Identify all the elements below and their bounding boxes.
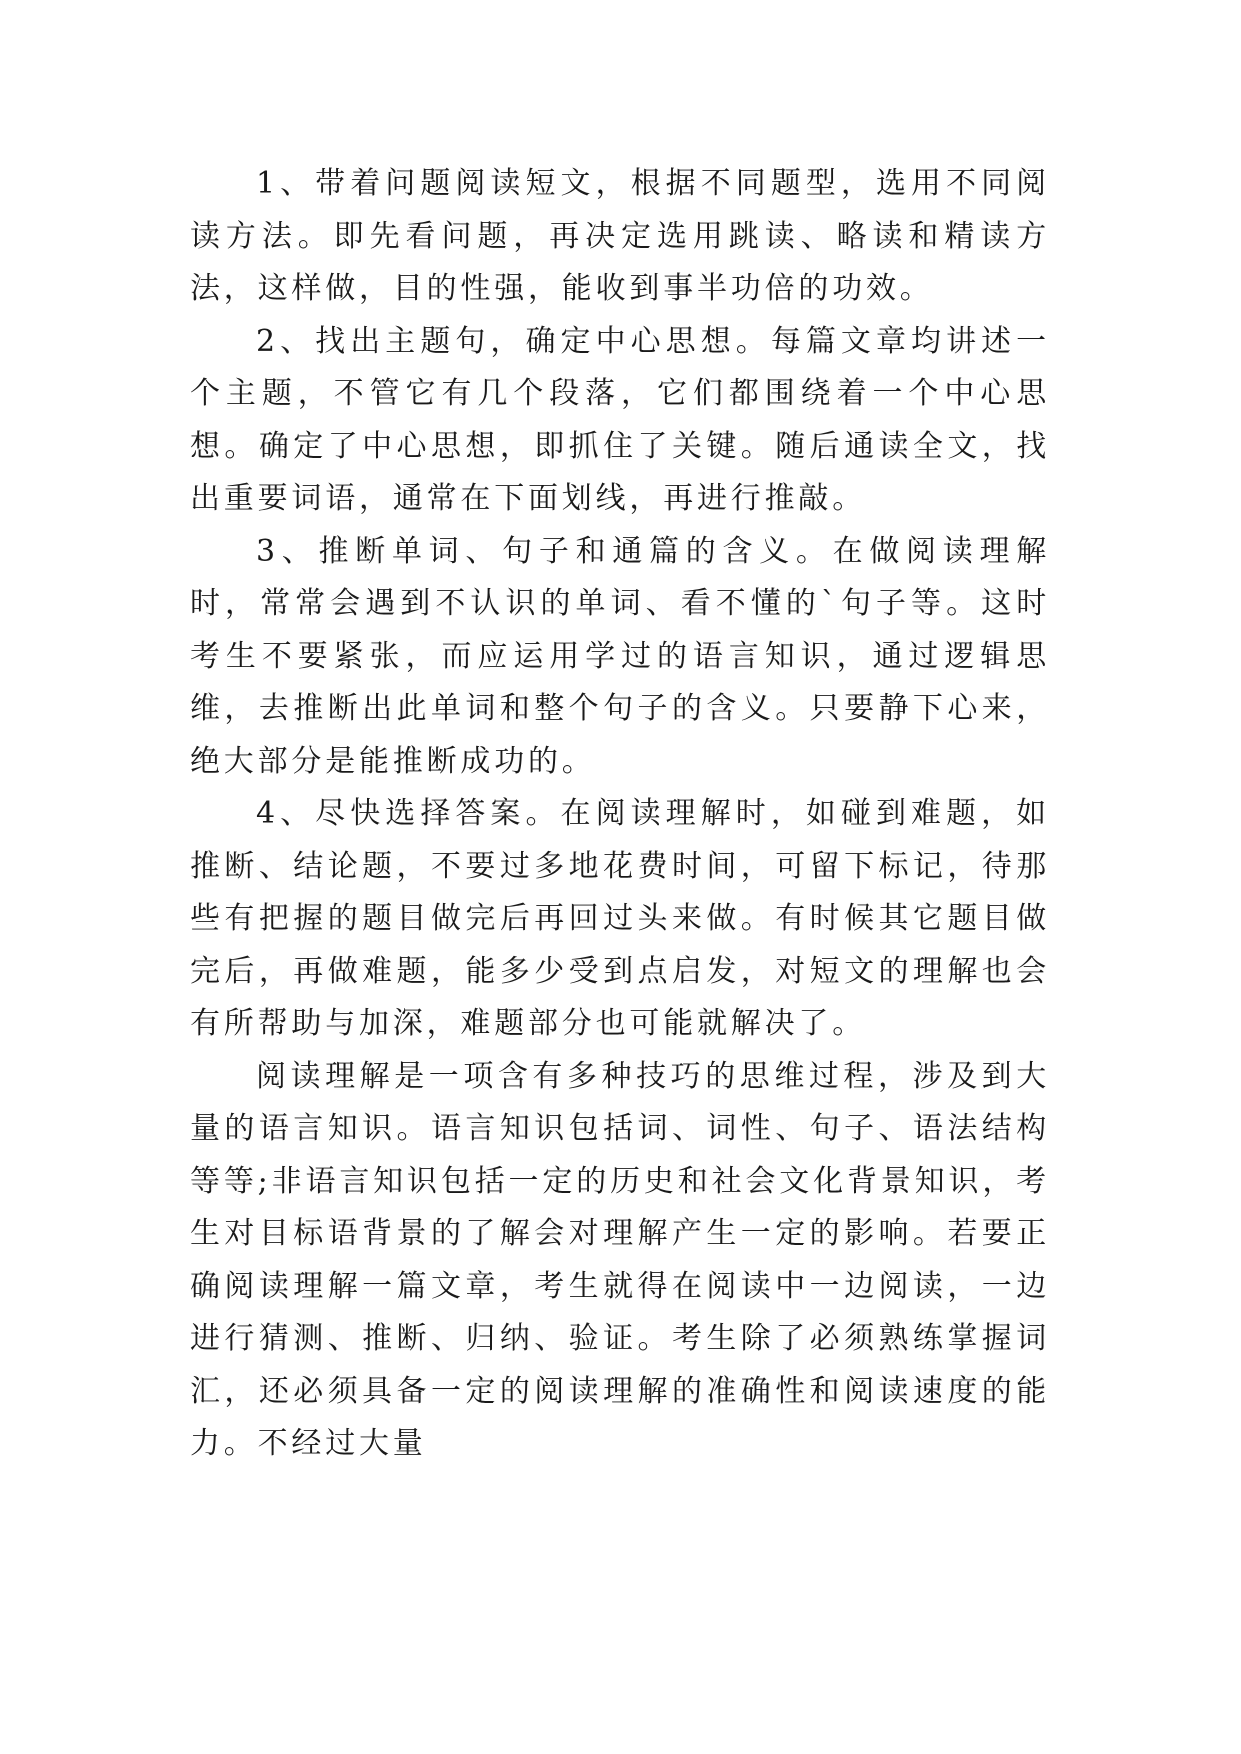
paragraph-summary: 阅读理解是一项含有多种技巧的思维过程，涉及到大量的语言知识。语言知识包括词、词性、句子、语法结构等等;非语言知识包括一定的历史和社会文化背景知识，考生对目标语背景的了解会对理解产生一定的影响。若要正确阅读理解一篇文章，考生就得在阅读中一边阅读，一边进行猜测、推断、归纳、验证。考生除了必须熟练掌握词汇，还必须具备一定的阅读理解的准确性和阅读速度的能力。不经过大量 xyxy=(190,1058,1050,1461)
document-body xyxy=(190,158,1050,1471)
paragraph-tip-1: 1、带着问题阅读短文，根据不同题型，选用不同阅读方法。即先看问题，再决定选用跳读、略读和精读方法，这样做，目的性强，能收到事半功倍的功效。 xyxy=(190,166,1050,306)
paragraph-tip-4: 4、尽快选择答案。在阅读理解时，如碰到难题，如推断、结论题，不要过多地花费时间，可留下标记，待那些有把握的题目做完后再回过头来做。有时候其它题目做完后，再做难题，能多少受到点启发，对短文的理解也会有所帮助与加深，难题部分也可能就解决了。 xyxy=(190,796,1050,1041)
paragraph-tip-2: 2、找出主题句，确定中心思想。每篇文章均讲述一个主题，不管它有几个段落，它们都围绕着一个中心思想。确定了中心思想，即抓住了关键。随后通读全文，找出重要词语，通常在下面划线，再进行推敲。 xyxy=(190,323,1050,516)
paragraph-tip-3: 3、推断单词、句子和通篇的含义。在做阅读理解时，常常会遇到不认识的单词、看不懂的`句子等。这时考生不要紧张，而应运用学过的语言知识，通过逻辑思维，去推断出此单词和整个句子的含义。只要静下心来，绝大部分是能推断成功的。 xyxy=(190,533,1050,779)
